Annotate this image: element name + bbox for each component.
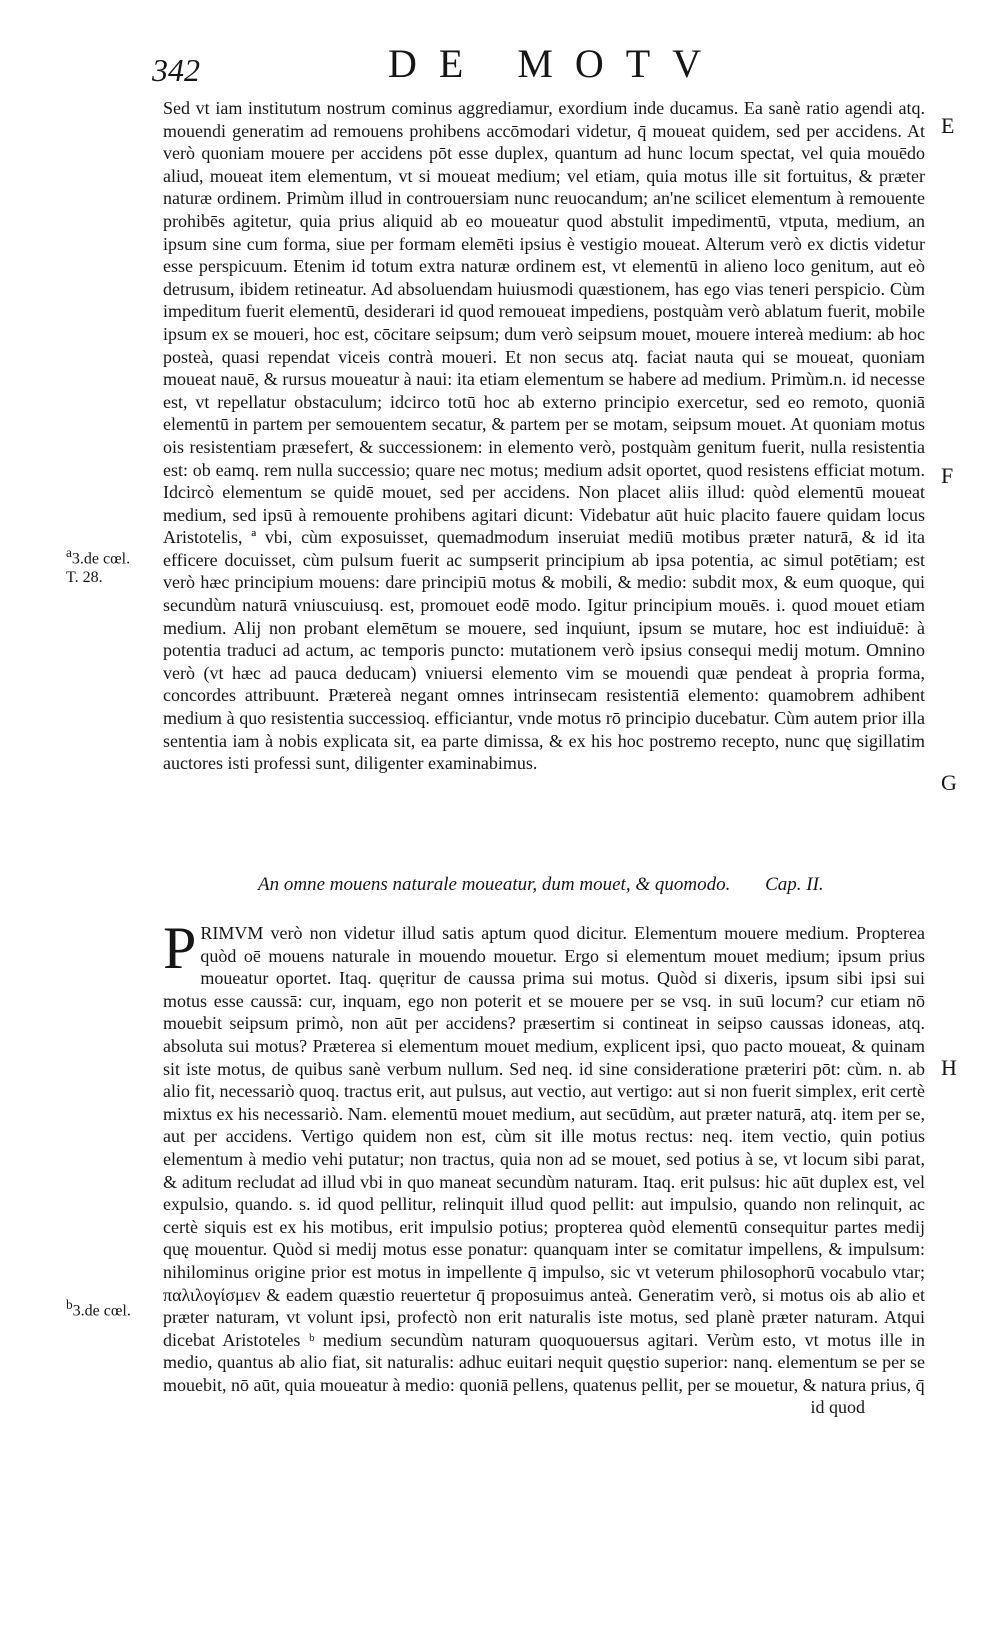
page-number: 342 — [152, 52, 200, 88]
margin-note-b-mark: b — [66, 1297, 73, 1312]
text-block-2 — [163, 915, 925, 1419]
text-block-1 — [163, 97, 925, 775]
paragraph-2-text: RIMVM verò non videtur illud satis aptum quod dicitur. Elementum mouere medium. Propterea quòd oē mouens naturale in mouendo mouetur. Ergo si elementum mouet medium; ipsum prius moueatur oportet. Itaq. quęritur de caussa prima sui motus. Quòd si dixeris, ipsum sibi ipsi sui motus esse caussā: cur, inquam, ego non poterit et se mouere per se vsq. in suū locum? cur etiam nō mouebit seipsum primò, non aūt per accidens? præsertim si contineat in seipso caussas idoneas, atq. absoluta sui motus? Præterea si elementum mouet medium, explicent ipsi, quo pacto moueat, & quinam sit iste motus, de quibus sanè verbum nullum. Sed neq. id sine consideratione præteriri pōt: cùm. n. ab alio fit, necessariò quoq. tractus erit, aut pulsus, aut vectio, aut vertigo: aut si non fuerit simplex, erit certè mixtus ex his necessariò. Nam. elementū mouet medium, aut secūdùm, aut præter naturā, atq. item per se, aut per accidens. Vertigo quidem non est, cùm sit ille motus rectus: neq. item vectio, quin potius elementum à medio vehi putatur; non tractus, quia non ad se mouet, sed potius à se, vt locum sibi parat, & aditum recludat ad illud vbi in quo maneat secundùm naturam. Itaq. erit pulsus: hic aūt duplex est, vel expulsio, quando. s. id quod pellitur, relinquit illud quod pellit: aut impulsio, quando non relinquit, ac certè siquis est ex his motibus, erit impulsio potius; propterea quòd elementū consequitur partes medij quę mouentur. Quòd si medij motus esse ponatur: quanquam inter se comitatur impellens, & impulsum: nihilominus origine prior est motus in impellente q̄ impulso, sic vt veterum philosophorū vocabulo vtar; παλιλογίσμεν & eadem quæstio reuertetur q̄ proposuimus anteà. Generatim verò, si motus ois ab alio et præter naturam, vt volunt ipsi, profectò non erit naturalis iste motus, sed planè præter naturam. Atqui dicebat Aristoteles ᵇ medium secundùm naturam quoquouersus agitari. Verùm esto, vt motus ille in medio, quantus ab alio fiat, sit naturalis: adhuc euitari nequit quęstio superior: nanq. elementum se per se mouebit, nō aūt, quia moueatur à medio: quoniā pellens, quatenus pellit, per se mouetur, & natura prius, q̄ — [163, 923, 925, 1395]
chapter-heading — [258, 874, 824, 896]
margin-note-b-text: 3.de cœl. — [72, 1302, 131, 1320]
margin-letter-h: H — [941, 1055, 957, 1080]
margin-letter-e: E — [941, 113, 955, 138]
margin-letter-f: F — [941, 463, 954, 488]
margin-letter-g: G — [941, 770, 957, 795]
margin-note-a-text: 3.de cœl. T. 28. — [66, 550, 131, 587]
margin-note-a-mark: a — [66, 545, 72, 560]
paragraph-2 — [163, 915, 925, 1396]
margin-note-b — [66, 1295, 131, 1320]
margin-note-a — [66, 543, 130, 587]
drop-initial: P — [163, 915, 197, 981]
paragraph-1: Sed vt iam institutum nostrum cominus aggrediamur, exordium inde ducamus. Ea sanè ratio agendi atq. mouendi generatim ad remouens prohibens accōmodari videtur, q̄ moueat quidem, sed per accidens. At verò quoniam mouere per accidens pōt esse duplex, quantum ad hunc locum spectat, vel quia mouēdo aliud, moueat item elementum, vt si moueat medium; vel etiam, quia motus ille sit fortuitus, & præter naturæ ordinem. Primùm illud in controuersiam nunc reuocandum; an'ne scilicet elementum à remouente prohibēs agitetur, quia prius aliquid ab eo moueatur quod abstulit impedimentū, vtputa, medium, an ipsum sine cum forma, siue per formam elemēti ipsius è vestigio moueat. Alterum verò ex dictis videtur esse perspicuum. Etenim id totum extra naturæ ordinem est, vt elementū in alieno loco genitum, aut eò detrusum, ibidem retineatur. Ad absoluendam huiusmodi quæstionem, has ego vias teneri perspicio. Cùm impeditum fuerit elementū, desiderari id quod remoueat impediens, postquàm verò ablatum fuerit, mobile ipsum ex se moueri, hoc est, cōcitare seipsum; dum verò seipsum mouet, mouere intereà medium: ab hoc posteà, quasi rependat viceis contrà moueri. Et non secus atq. faciat nauta qui se moueat, quoniam moueat nauē, & rursus moueatur à naui: ita etiam elementum se habere ad medium. Primùm.n. id necesse est, vt repellatur obstaculum; idcirco totū hoc ab externo principio exercetur, sed eo remoto, quoniā elementū in partem per semouentem secatur, & partem per se motam, seipsum mouet. At quoniam motus ois resistentiam præsefert, & successionem: in elemento verò, postquàm genitum fuerit, nulla resistentia est: ob eamq. rem nulla successio; quare nec motus; medium adsit oportet, quod resistens efficiat motum. Idcircò elementum se quidē mouet, sed per accidens. Non placet aliis illud: quòd elementū moueat medium, sed ipsū à remouente prohibens agitari dicunt: Videbatur aūt huic placito fauere quidam locus Aristotelis, ª vbi, cùm exposuisset, quemadmodum inseruiat mediū motibus præter naturā, & id ita efficere docuisset, cùm pulsum fuerit ac sumpserit principium ab ipsa potentia, ac simul potētiam; est verò hæc principium mouens: dare principiū motus & mobili, & medio: subdit mox, & eum quoque, qui secundùm naturā vniuscuiusq. est, promouet eodē modo. Igitur principium mouēs. i. quod mouet etiam medium. Alij non probant elemētum se mouere, sed inquiunt, ipsum se mutare, hoc est indiuiduē: à potentia traduci ad actum, ac temporis puncto: mutationem verò ipsius consequi medij motum. Omnino verò (vt hæc ad pauca deducam) vniuersi elemento vim se mouendi quæ pendeat à propria forma, concordes attribuunt. Prætereà negant omnes intrinsecam resistentiā elemento: quamobrem adhibent medium à quo resistentia successioq. efficiantur, vnde motus rō principio ducebatur. Cùm autem prior illa sententia iam à nobis explicata sit, ea parte dimissa, & ex his hoc postremo recepto, nunc quę sigillatim auctores isti professi sunt, diligenter examinabimus. — [163, 98, 925, 774]
chapter-heading-title: An omne mouens naturale moueatur, dum mouet, & quomodo. — [258, 874, 731, 895]
catchword: id quod — [810, 1397, 865, 1418]
chapter-number: Cap. II. — [765, 874, 824, 895]
running-title: DE MOTV — [388, 41, 724, 86]
